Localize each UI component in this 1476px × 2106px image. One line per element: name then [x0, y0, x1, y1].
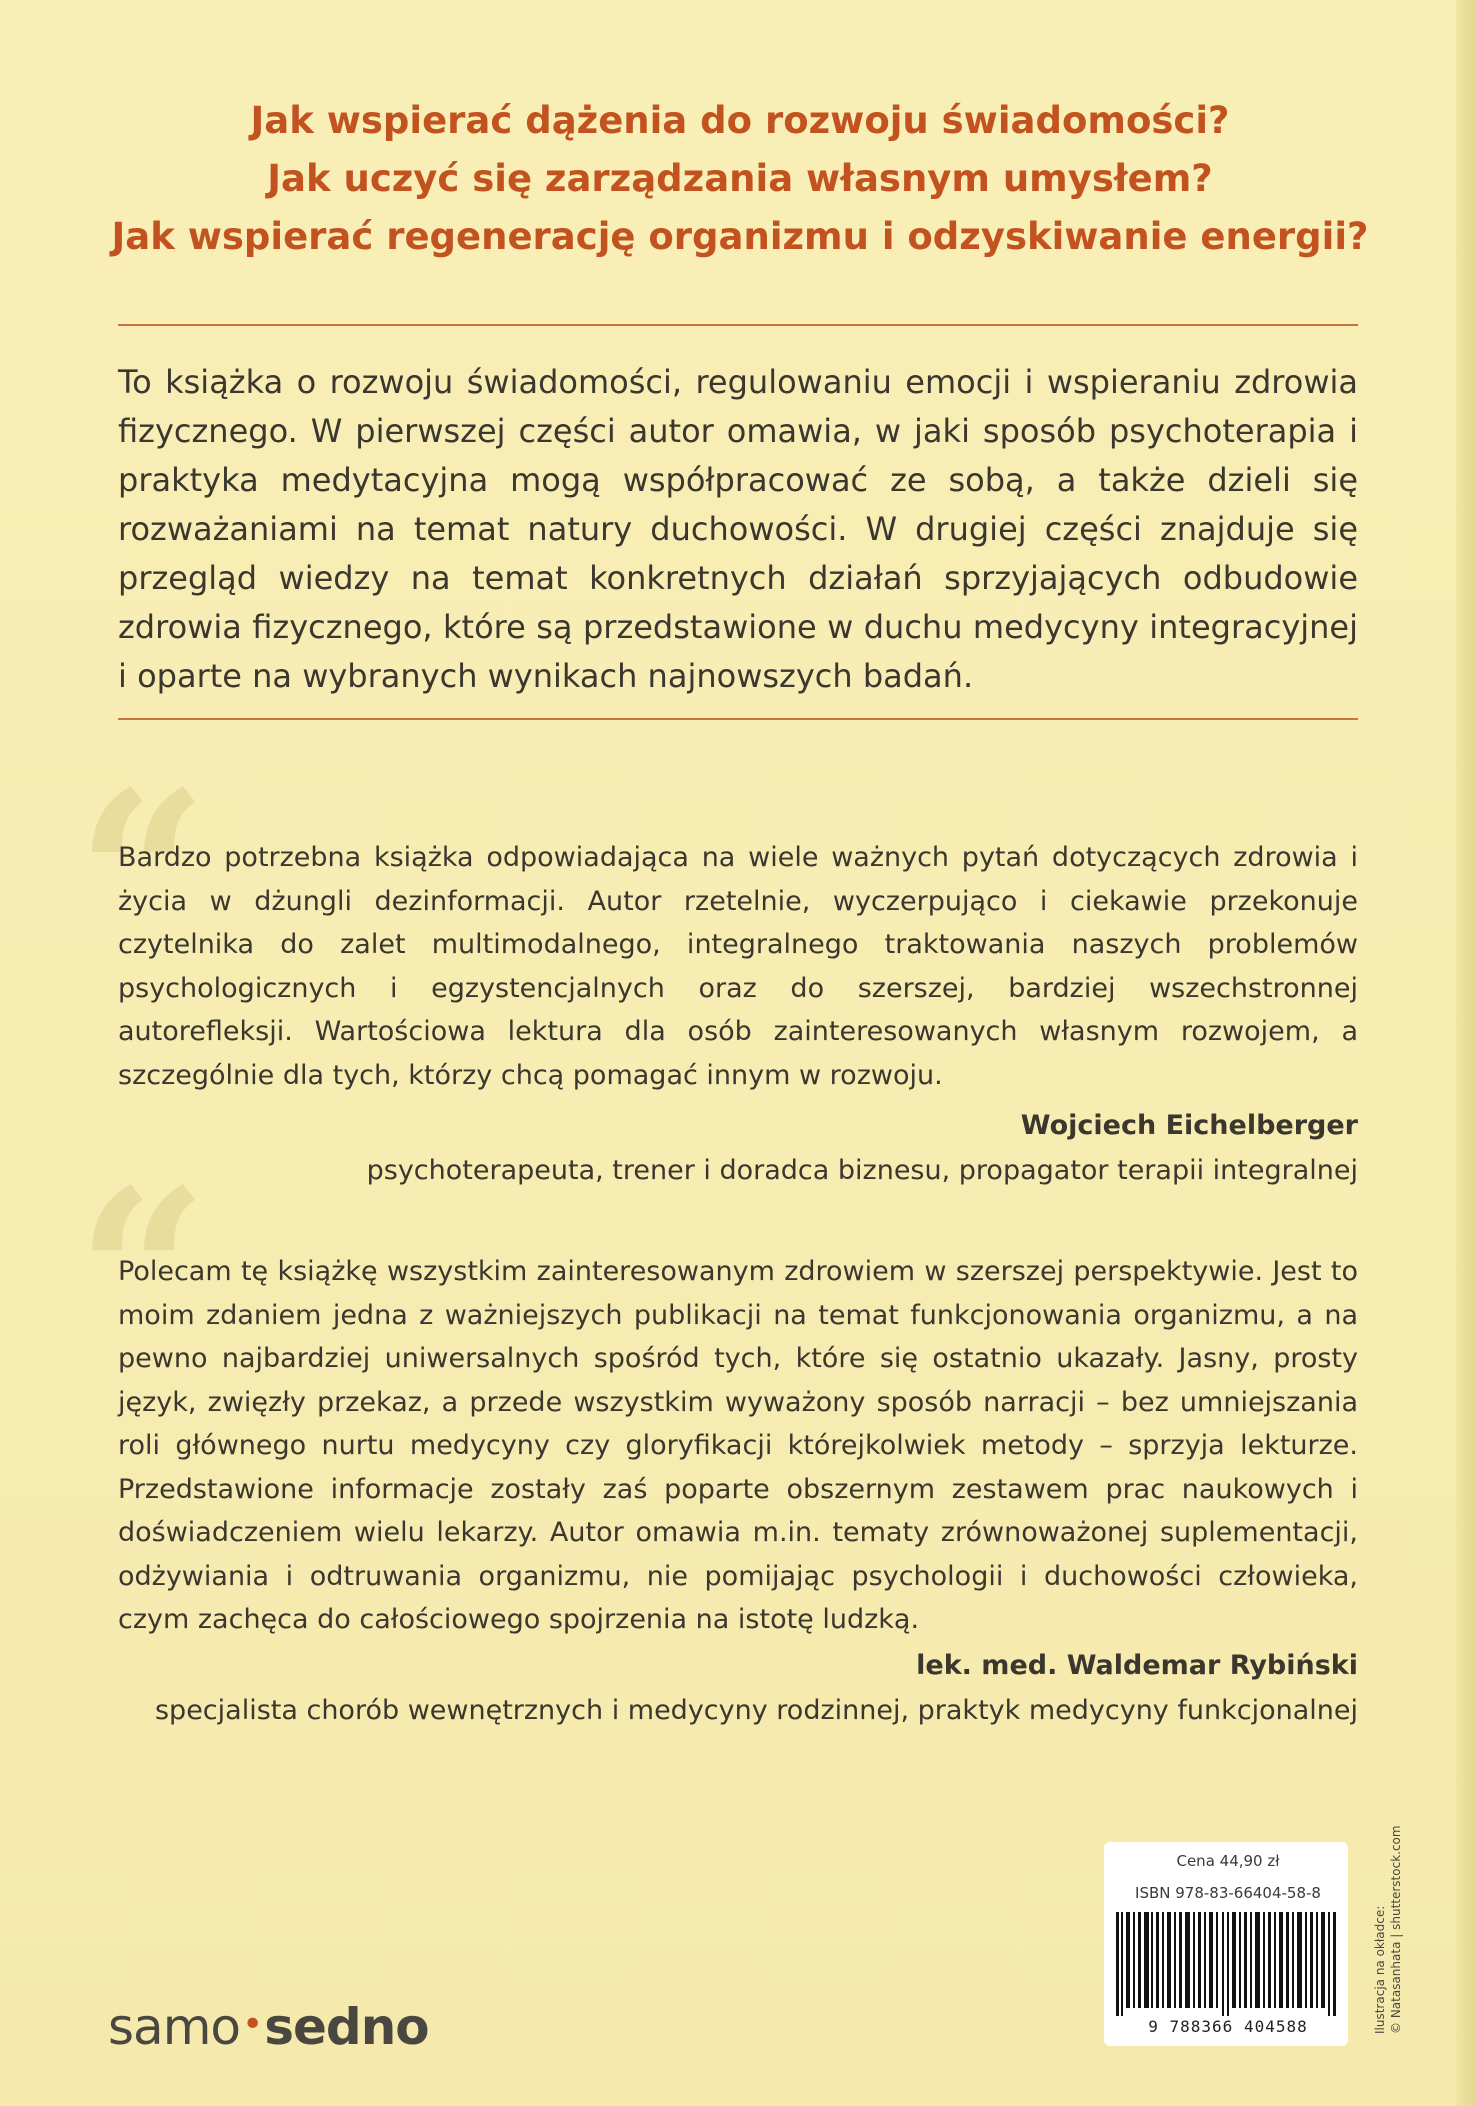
publisher-logo-right: sedno — [264, 1998, 429, 2056]
review-role-1: psychoterapeuta, trener i doradca biznesu, propagator terapii integralnej — [366, 1155, 1358, 1186]
illustration-credit — [1372, 1814, 1404, 2034]
book-description: To książka o rozwoju świadomości, regulowaniu emocji i wspieraniu zdrowia fizycznego. W pierwszej części autor omawia, w jaki sposób psychoterapia i praktyka medytacyjna mogą współpracować ze sobą, a także dzieli się rozważaniami na temat natury duchowości. W drugiej części znajduje się przegląd wiedzy na temat konkretnych działań sprzyjających odbudowie zdrowia fizycznego, które są przedstawione w duchu medycyny integracyjnej i oparte na wybranych wynikach najnowszych badań. — [118, 363, 1358, 695]
divider-bottom — [118, 718, 1358, 720]
review-author-1: Wojciech Eichelberger — [1020, 1110, 1358, 1141]
publisher-logo — [108, 1998, 429, 2056]
question-2: Jak uczyć się zarządzania własnym umysłem? — [267, 157, 1213, 200]
question-3: Jak wspierać regenerację organizmu i odzyskiwanie energii? — [111, 215, 1369, 258]
review-author-2: lek. med. Waldemar Rybiński — [916, 1650, 1358, 1681]
quote-mark-icon: “ — [76, 742, 209, 1012]
price-label: Cena 44,90 zł — [1176, 1852, 1280, 1870]
review-text-2: Polecam tę książkę wszystkim zainteresowanym zdrowiem w szerszej perspektywie. Jest to moim zdaniem jedna z ważniejszych publikacji na temat funkcjonowania organizmu, a na pewno najbardziej uniwersalnych spośród tych, które się ostatnio ukazały. Jasny, prosty język, zwięzły przekaz, a przede wszystkim wyważony sposób narracji – bez umniejszania roli głównego nurtu medycyny czy gloryfikacji którejkolwiek metody – sprzyja lekturze. Przedstawione informacje zostały zaś poparte obszernym zestawem prac naukowych i doświadczeniem wielu lekarzy. Autor omawia m.in. tematy zrównoważonej suplementacji, odżywiania i odtruwania organizmu, nie pomijając psychologii i duchowości człowieka, czym zachęca do całościowego spojrzenia na istotę ludzką. — [118, 1256, 1358, 1635]
review-text-1: Bardzo potrzebna książka odpowiadająca na wiele ważnych pytań dotyczących zdrowia i życia w dżungli dezinformacji. Autor rzetelnie, wyczerpująco i ciekawie przekonuje czytelnika do zalet multimodalnego, integralnego traktowania naszych problemów psychologicznych i egzystencjalnych oraz do szerszej, bardziej wszechstronnej autorefleksji. Wartościowa lektura dla osób zainteresowanych własnym rozwojem, a szczególnie dla tych, którzy chcą pomagać innym w rozwoju. — [118, 842, 1358, 1091]
quote-mark-icon: “ — [76, 1140, 209, 1410]
barcode-digits: 9 788366 404588 — [1148, 2017, 1308, 2036]
credit-line-1: Ilustracja na okładce: — [1373, 1905, 1387, 2034]
cover-edge — [1456, 0, 1476, 2106]
publisher-logo-left: samo — [108, 1998, 240, 2056]
headline-questions — [100, 92, 1380, 266]
isbn-label: ISBN 978-83-66404-58-8 — [1135, 1884, 1321, 1902]
barcode-icon — [1114, 1912, 1338, 2016]
question-1: Jak wspierać dążenia do rozwoju świadomości? — [250, 99, 1230, 142]
credit-line-2: © Natasanhata | shutterstock.com — [1389, 1825, 1403, 2034]
divider-top — [118, 324, 1358, 326]
publisher-logo-dot: • — [242, 2004, 263, 2045]
review-role-2: specjalista chorób wewnętrznych i medycyny rodzinnej, praktyk medycyny funkcjonalnej — [154, 1695, 1358, 1726]
